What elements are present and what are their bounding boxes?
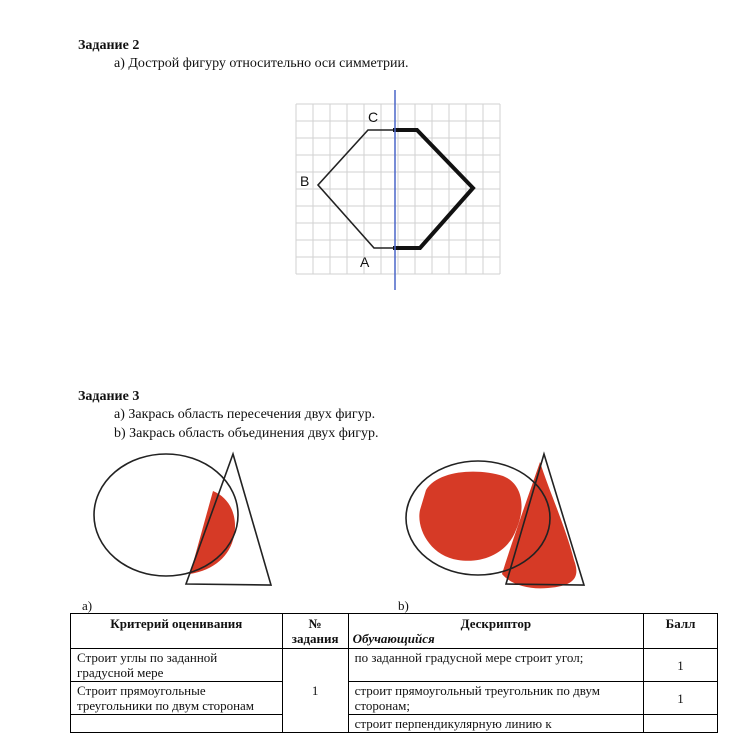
rubric-table	[70, 613, 718, 733]
task3-item-b: b) Закрась область объединения двух фигур.	[114, 426, 379, 441]
header-score: Балл	[644, 614, 718, 649]
figure-union	[398, 448, 598, 598]
score-cell: 1	[644, 682, 718, 715]
caption-b: b)	[398, 598, 409, 613]
header-descriptor-title: Дескриптор	[460, 616, 532, 631]
header-descriptor	[348, 614, 643, 649]
task3-title: Задание 3	[78, 389, 140, 404]
table-row	[71, 682, 718, 715]
task3-item-a: а) Закрась область пересечения двух фигур.	[114, 407, 376, 422]
label-b: B	[300, 173, 310, 189]
criteria-cell: Строит углы по заданной градусной мере	[71, 649, 283, 682]
criteria-cell	[71, 715, 283, 733]
label-c: C	[368, 109, 379, 125]
task2-item-a: а) Дострой фигуру относительно оси симметрии.	[114, 56, 409, 71]
label-a: A	[360, 254, 370, 270]
caption-a: а)	[82, 598, 93, 613]
table-row	[71, 715, 718, 733]
rubric-header-row	[71, 614, 718, 649]
task2-title: Задание 2	[78, 38, 140, 53]
descriptor-cell: по заданной градусной мере строит угол;	[348, 649, 643, 682]
union-fill-ellipse	[419, 472, 521, 561]
figure-intersection	[80, 448, 290, 598]
task2-grid-figure	[280, 90, 520, 295]
criteria-cell: Строит прямоугольные треугольники по двум сторонам	[71, 682, 283, 715]
header-task-no: № задания	[282, 614, 348, 649]
descriptor-cell: строит прямоугольный треугольник по двум сторонам;	[348, 682, 643, 715]
descriptor-cell: строит перпендикулярную линию к	[348, 715, 643, 733]
score-cell: 1	[644, 649, 718, 682]
score-cell	[644, 715, 718, 733]
header-descriptor-sub: Обучающийся	[352, 631, 435, 646]
task-number-cell: 1	[282, 649, 348, 733]
table-row	[71, 649, 718, 682]
header-criteria: Критерий оценивания	[71, 614, 283, 649]
